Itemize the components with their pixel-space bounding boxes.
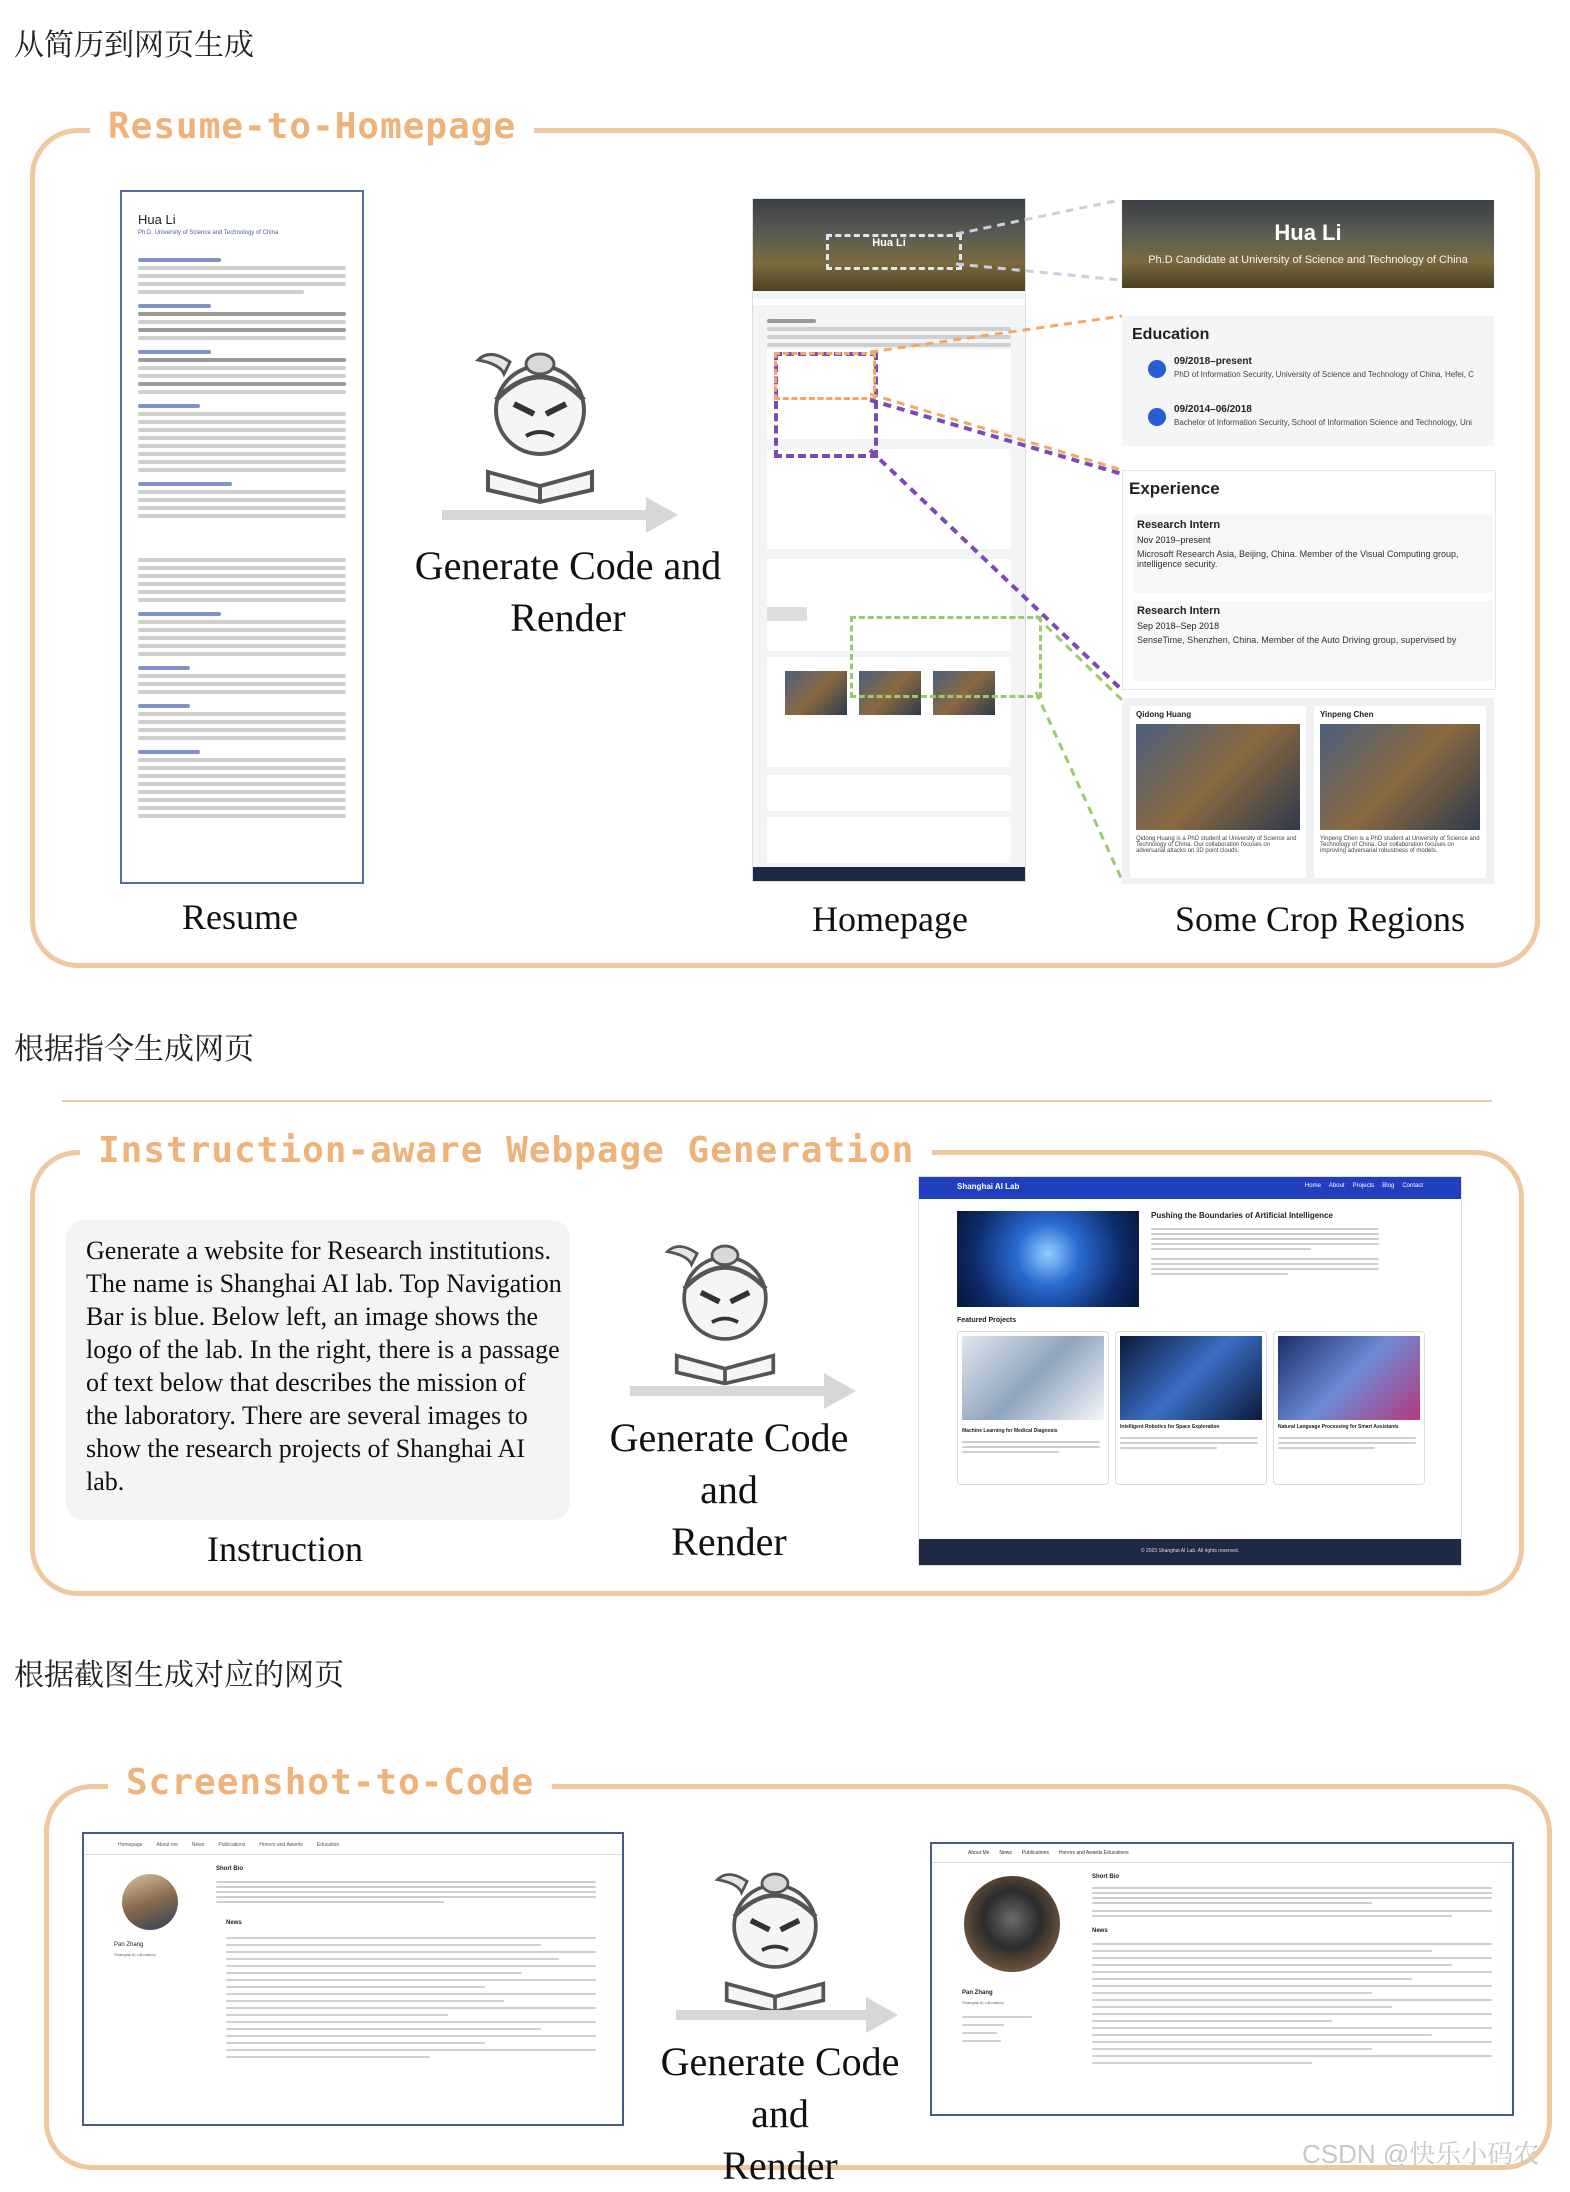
panel-title-3: Screenshot-to-Code bbox=[108, 1762, 552, 1803]
section-heading-2: 根据指令生成网页 bbox=[14, 1032, 254, 1067]
crop-hero bbox=[1122, 200, 1494, 288]
short-bio-heading: Short Bio bbox=[1092, 1874, 1119, 1880]
lab-footer-text: © 2023 Shanghai AI Lab. All rights reserved. bbox=[1140, 1548, 1240, 1554]
crop-hero-subtitle: Ph.D Candidate at University of Science and Technology of China bbox=[1148, 254, 1468, 266]
homepage-caption: Homepage bbox=[812, 899, 968, 939]
nav-item[interactable]: About bbox=[1328, 1183, 1345, 1189]
crop-experience-title: Experience bbox=[1129, 479, 1220, 498]
exp-dates-2: Sep 2018–Sep 2018 bbox=[1137, 621, 1220, 631]
project-title: Machine Learning for Medical Diagnosis bbox=[962, 1428, 1058, 1434]
timeline-dot bbox=[1148, 408, 1166, 426]
news-heading: News bbox=[226, 1920, 242, 1926]
mascot-icon bbox=[660, 1232, 790, 1392]
exp-desc-2: SenseTime, Shenzhen, China. Member of the Auto Driving group, supervised by bbox=[1137, 635, 1457, 645]
instruction-caption: Instruction bbox=[207, 1529, 363, 1569]
project-card[interactable] bbox=[1273, 1331, 1425, 1485]
exp-dates-1: Nov 2019–present bbox=[1137, 535, 1211, 545]
lab-footer bbox=[919, 1539, 1461, 1565]
collaborator-card bbox=[1130, 706, 1306, 878]
project-title: Natural Language Processing for Smart Assistants bbox=[1278, 1424, 1399, 1430]
crop-hero-name: Hua Li bbox=[1274, 220, 1342, 245]
nav-item[interactable]: Publications bbox=[1021, 1850, 1049, 1856]
person-name: Pan Zhang bbox=[114, 1942, 144, 1948]
crop-experience bbox=[1122, 470, 1496, 690]
crop-education-title: Education bbox=[1132, 326, 1210, 343]
mascot-icon bbox=[710, 1860, 840, 2020]
flow-arrow bbox=[630, 1386, 830, 1396]
panel-title-2: Instruction-aware Webpage Generation bbox=[80, 1130, 932, 1171]
homepage-hero-name: Hua Li bbox=[872, 237, 906, 249]
project-card[interactable] bbox=[957, 1331, 1109, 1485]
nav-item[interactable]: Publications bbox=[218, 1842, 246, 1848]
watermark: CSDN @快乐小码农 bbox=[1302, 2139, 1540, 2169]
generate-label-line2: Render bbox=[510, 595, 626, 640]
person-affiliation: Shanghai AI Laboratory bbox=[962, 2000, 1004, 2005]
divider bbox=[62, 1100, 1492, 1102]
person-name: Pan Zhang bbox=[962, 1990, 993, 1996]
flow-arrow bbox=[676, 2010, 872, 2020]
crop-education bbox=[1122, 316, 1494, 446]
collaborator-card bbox=[1314, 706, 1486, 878]
nav-item[interactable]: Education bbox=[316, 1842, 340, 1848]
lab-brand: Shanghai AI Lab bbox=[957, 1182, 1020, 1191]
generate-label-line1: Generate Code and bbox=[609, 1415, 849, 1512]
resume-name: Hua Li bbox=[138, 212, 176, 227]
generated-webpage bbox=[930, 1842, 1514, 2116]
nav-item[interactable]: Blog bbox=[1382, 1183, 1395, 1189]
section-heading-1: 从简历到网页生成 bbox=[14, 28, 254, 63]
crop-collaborators bbox=[1122, 698, 1494, 884]
nav-item[interactable]: Honors and Awards bbox=[259, 1842, 303, 1848]
nav-item[interactable]: Homepage bbox=[118, 1842, 143, 1848]
collaborator-desc-1: Qidong Huang is a PhD student at University of Science and Technology of China. Our collaboration focuses on adversarial attacks on 3D point clouds. bbox=[1136, 836, 1297, 854]
panel-title-1: Resume-to-Homepage bbox=[90, 106, 534, 147]
collaborator-desc-2: Yinpeng Chen is a PhD student at University of Science and Technology of China. Our collaboration focuses on improving adversarial robustness of models. bbox=[1320, 836, 1480, 854]
short-bio-heading: Short Bio bbox=[216, 1866, 243, 1872]
avatar bbox=[122, 1874, 178, 1930]
lab-logo-image bbox=[957, 1211, 1139, 1307]
edu-dates-2: 09/2014–06/2018 bbox=[1174, 404, 1252, 415]
project-card[interactable] bbox=[1115, 1331, 1267, 1485]
resume-affiliation: Ph.D. University of Science and Technology of China bbox=[138, 230, 279, 236]
generate-label-line1: Generate Code and bbox=[414, 543, 722, 588]
timeline-dot bbox=[1148, 360, 1166, 378]
lab-headline: Pushing the Boundaries of Artificial Intelligence bbox=[1151, 1211, 1333, 1220]
collaborator-name-1: Qidong Huang bbox=[1136, 710, 1192, 719]
generate-label-line2: Render bbox=[722, 2143, 838, 2188]
crops-caption: Some Crop Regions bbox=[1174, 899, 1465, 939]
nav-item[interactable]: About Me bbox=[968, 1850, 990, 1856]
lab-website-render bbox=[918, 1176, 1462, 1566]
person-affiliation: Shanghai AI Laboratory bbox=[114, 1952, 156, 1957]
nav-item[interactable]: Contact bbox=[1402, 1183, 1423, 1189]
resume-caption: Resume bbox=[182, 897, 298, 937]
nav-item[interactable]: News bbox=[999, 1850, 1012, 1856]
section-heading-3: 根据截图生成对应的网页 bbox=[14, 1658, 344, 1693]
instruction-text: Generate a website for Research institutions. The name is Shanghai AI lab. Top Navigation Bar is blue. Below left, an image shows the logo of the lab. In the right, there is a passage of text below that describes the mission of the laboratory. There are several images to show the research projects of Shanghai AI lab. bbox=[86, 1236, 562, 1496]
lab-navbar bbox=[919, 1177, 1461, 1199]
news-heading: News bbox=[1092, 1928, 1108, 1934]
instruction-box bbox=[66, 1220, 570, 1520]
avatar bbox=[964, 1876, 1060, 1972]
nav-item[interactable]: Home bbox=[1304, 1183, 1321, 1189]
edu-dates-1: 09/2018–present bbox=[1174, 356, 1252, 367]
nav-item[interactable]: Honors and Awards Educations bbox=[1058, 1850, 1129, 1856]
nav-item[interactable]: Projects bbox=[1352, 1183, 1375, 1189]
collaborator-name-2: Yinpeng Chen bbox=[1320, 710, 1374, 719]
generate-label-line1: Generate Code and bbox=[660, 2039, 900, 2136]
nav-item[interactable]: About me bbox=[156, 1842, 178, 1848]
input-screenshot bbox=[82, 1832, 624, 2126]
edu-desc-2: Bachelor of Information Security, School of Information Science and Technology, Uni bbox=[1174, 418, 1472, 427]
generate-label bbox=[584, 1412, 874, 1568]
generate-label bbox=[630, 2036, 930, 2192]
exp-role-2: Research Intern bbox=[1137, 605, 1221, 617]
featured-heading: Featured Projects bbox=[957, 1317, 1017, 1324]
exp-role-1: Research Intern bbox=[1137, 519, 1221, 531]
nav-item[interactable]: News bbox=[191, 1842, 205, 1848]
exp-desc-1: Microsoft Research Asia, Beijing, China. Member of the Visual Computing group, intelligence security. bbox=[1137, 549, 1459, 569]
edu-desc-1: PhD of Information Security, University of Science and Technology of China, Hefei, C bbox=[1174, 370, 1474, 379]
generate-label-line2: Render bbox=[671, 1519, 787, 1564]
project-title: Intelligent Robotics for Space Exploration bbox=[1120, 1424, 1220, 1430]
